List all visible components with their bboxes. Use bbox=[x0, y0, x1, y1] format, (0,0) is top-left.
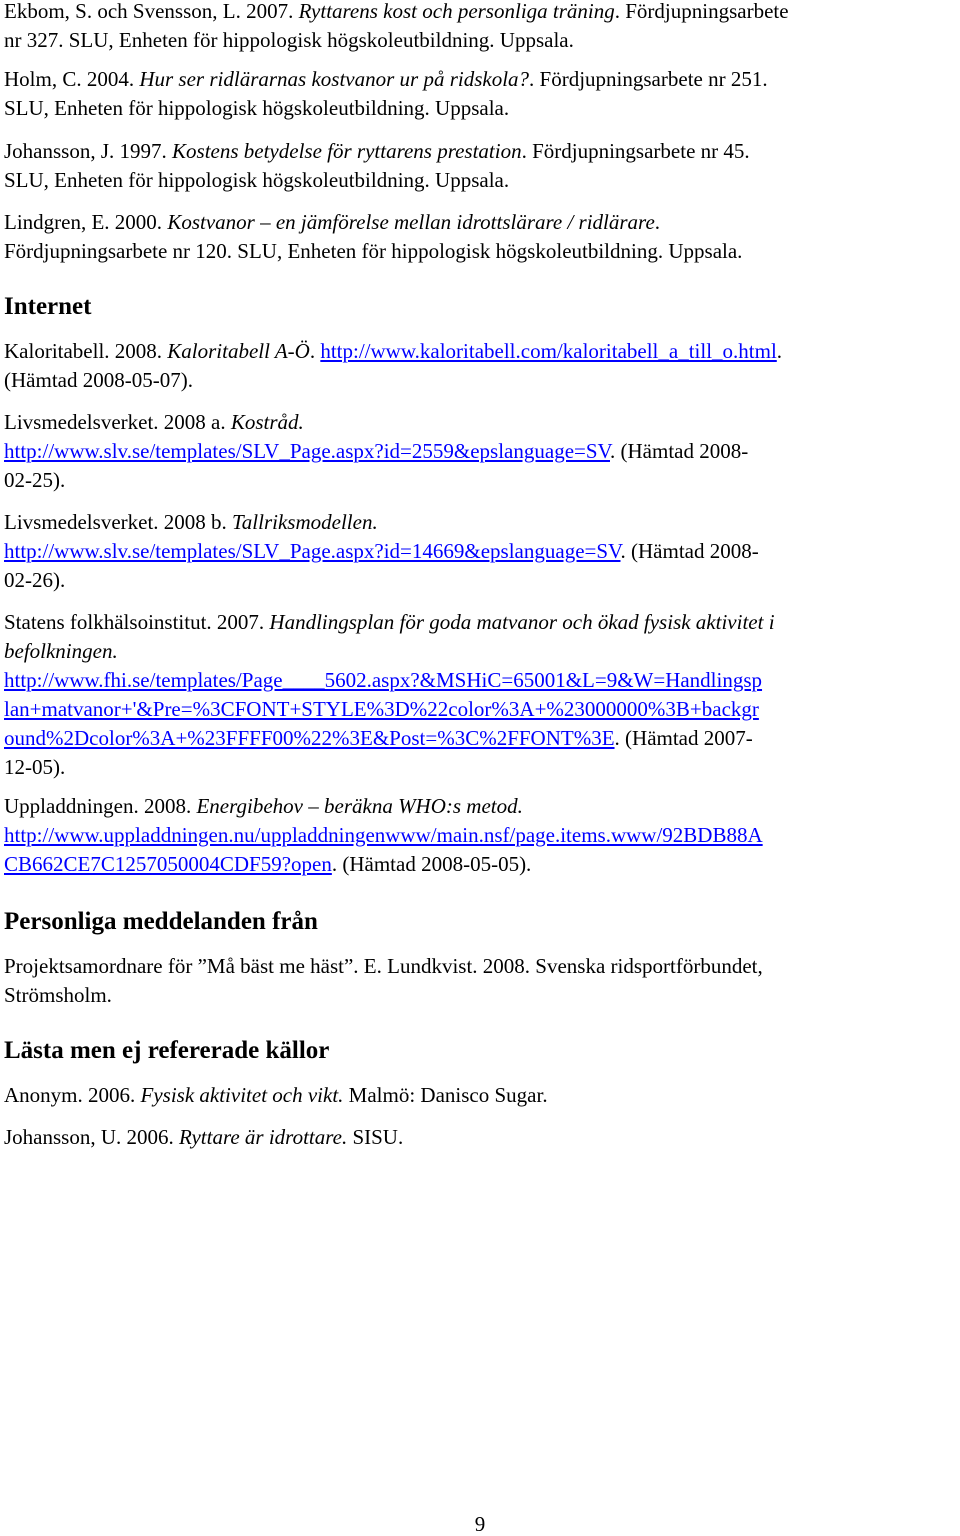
reference-text: Livsmedelsverket. 2008 a. bbox=[4, 410, 231, 434]
reference-line bbox=[4, 166, 960, 195]
reference-line bbox=[4, 137, 960, 166]
reference-line bbox=[4, 0, 960, 26]
reference-title: Ryttare är idrottare. bbox=[179, 1125, 348, 1149]
reference-line bbox=[4, 850, 960, 879]
reference-entry bbox=[4, 0, 960, 55]
reference-url-link[interactable]: lan+matvanor+'&Pre=%3CFONT+STYLE%3D%22color%3A+%23000000%3B+backgr bbox=[4, 697, 759, 721]
reference-url-link[interactable]: http://www.kaloritabell.com/kaloritabell_a_till_o.html bbox=[320, 339, 777, 363]
reference-text: . (Hämtad 2008- bbox=[620, 539, 759, 563]
section-heading-personal-communications: Personliga meddelanden från bbox=[4, 908, 318, 935]
reference-url-link[interactable]: http://www.slv.se/templates/SLV_Page.aspx?id=14669&epslanguage=SV bbox=[4, 539, 621, 563]
reference-text: 02-26). bbox=[4, 568, 66, 592]
page-number: 9 bbox=[474, 1512, 486, 1536]
reference-title: Energibehov – beräkna WHO:s metod. bbox=[196, 794, 523, 818]
reference-title: befolkningen. bbox=[4, 639, 118, 663]
reference-text: 12-05). bbox=[4, 755, 66, 779]
reference-text: (Hämtad 2008-05-07). bbox=[4, 368, 193, 392]
reference-line bbox=[4, 408, 960, 437]
section-heading-internet: Internet bbox=[4, 293, 92, 320]
reference-title: Tallriksmodellen. bbox=[232, 510, 378, 534]
reference-line bbox=[4, 1081, 960, 1110]
reference-text: Livsmedelsverket. 2008 b. bbox=[4, 510, 233, 534]
reference-text: Holm, C. 2004. bbox=[4, 67, 140, 91]
reference-title: Kostens betydelse för ryttarens prestation bbox=[172, 139, 522, 163]
reference-title: Kostråd. bbox=[230, 410, 304, 434]
reference-text: Lindgren, E. 2000. bbox=[4, 210, 168, 234]
reference-text: . (Hämtad 2007- bbox=[614, 726, 753, 750]
reference-text: Kaloritabell. 2008. bbox=[4, 339, 168, 363]
reference-entry bbox=[4, 1123, 960, 1152]
reference-line bbox=[4, 792, 960, 821]
reference-text: Ekbom, S. och Svensson, L. 2007. bbox=[4, 0, 299, 23]
reference-line bbox=[4, 695, 960, 724]
reference-line bbox=[4, 821, 960, 850]
reference-line bbox=[4, 952, 960, 981]
reference-line bbox=[4, 608, 960, 637]
reference-url-link[interactable]: CB662CE7C1257050004CDF59?open bbox=[4, 852, 332, 876]
reference-line bbox=[4, 466, 960, 495]
reference-entry bbox=[4, 608, 960, 782]
reference-line bbox=[4, 508, 960, 537]
reference-text: Strömsholm. bbox=[4, 983, 112, 1007]
reference-text: Projektsamordnare för ”Må bäst me häst”. E. Lundkvist. 2008. Svenska ridsportförbundet, bbox=[4, 954, 763, 978]
reference-text: . bbox=[776, 339, 783, 363]
reference-text: . bbox=[309, 339, 321, 363]
reference-text: Johansson, J. 1997. bbox=[4, 139, 173, 163]
reference-url-link[interactable]: http://www.uppladdningen.nu/uppladdningenwww/main.nsf/page.items.www/92BDB88A bbox=[4, 823, 763, 847]
reference-entry bbox=[4, 408, 960, 495]
reference-text: nr 327. SLU, Enheten för hippologisk högskoleutbildning. Uppsala. bbox=[4, 28, 574, 52]
reference-text: Malmö: Danisco Sugar. bbox=[343, 1083, 548, 1107]
reference-entry bbox=[4, 337, 960, 395]
reference-text: . bbox=[654, 210, 661, 234]
reference-text: . Fördjupningsarbete nr 45. bbox=[521, 139, 750, 163]
reference-title: Handlingsplan för goda matvanor och ökad fysisk aktivitet i bbox=[269, 610, 775, 634]
reference-text: Fördjupningsarbete nr 120. SLU, Enheten för hippologisk högskoleutbildning. Uppsala. bbox=[4, 239, 743, 263]
reference-line bbox=[4, 637, 960, 666]
reference-text: Anonym. 2006. bbox=[4, 1083, 141, 1107]
reference-line bbox=[4, 94, 960, 123]
reference-line bbox=[4, 666, 960, 695]
reference-line bbox=[4, 366, 960, 395]
reference-entry bbox=[4, 508, 960, 595]
reference-entry bbox=[4, 65, 960, 123]
reference-url-link[interactable]: http://www.slv.se/templates/SLV_Page.aspx?id=2559&epslanguage=SV bbox=[4, 439, 610, 463]
reference-line bbox=[4, 724, 960, 753]
reference-line bbox=[4, 337, 960, 366]
section-heading-read-not-referenced: Lästa men ej refererade källor bbox=[4, 1037, 330, 1064]
reference-entry bbox=[4, 137, 960, 195]
reference-entry bbox=[4, 208, 960, 266]
reference-text: Uppladdningen. 2008. bbox=[4, 794, 197, 818]
reference-text: SISU. bbox=[347, 1125, 404, 1149]
reference-title: Kaloritabell A-Ö bbox=[167, 339, 310, 363]
reference-line bbox=[4, 208, 960, 237]
reference-text: 02-25). bbox=[4, 468, 66, 492]
reference-line bbox=[4, 237, 960, 266]
reference-text: Johansson, U. 2006. bbox=[4, 1125, 180, 1149]
reference-entry bbox=[4, 952, 960, 1010]
reference-url-link[interactable]: ound%2Dcolor%3A+%23FFFF00%22%3E&Post=%3C%2FFONT%3E bbox=[4, 726, 615, 750]
reference-line bbox=[4, 753, 960, 782]
reference-title: Hur ser ridlärarnas kostvanor ur på ridskola? bbox=[139, 67, 530, 91]
reference-line bbox=[4, 1123, 960, 1152]
reference-line bbox=[4, 26, 960, 55]
reference-line bbox=[4, 566, 960, 595]
reference-text: . (Hämtad 2008-05-05). bbox=[331, 852, 532, 876]
reference-text: SLU, Enheten för hippologisk högskoleutbildning. Uppsala. bbox=[4, 96, 510, 120]
reference-title: Kostvanor – en jämförelse mellan idrottslärare / ridlärare bbox=[167, 210, 655, 234]
reference-text: . Fördjupningsarbete bbox=[614, 0, 789, 23]
reference-line bbox=[4, 981, 960, 1010]
reference-title: Fysisk aktivitet och vikt. bbox=[140, 1083, 344, 1107]
reference-text: SLU, Enheten för hippologisk högskoleutbildning. Uppsala. bbox=[4, 168, 510, 192]
reference-line bbox=[4, 437, 960, 466]
reference-text: . (Hämtad 2008- bbox=[610, 439, 749, 463]
reference-text: Statens folkhälsoinstitut. 2007. bbox=[4, 610, 270, 634]
reference-title: Ryttarens kost och personliga träning bbox=[298, 0, 615, 23]
reference-url-link[interactable]: http://www.fhi.se/templates/Page____5602.aspx?&MSHiC=65001&L=9&W=Handlingsp bbox=[4, 668, 763, 692]
reference-text: . Fördjupningsarbete nr 251. bbox=[529, 67, 768, 91]
reference-line bbox=[4, 65, 960, 94]
reference-line bbox=[4, 537, 960, 566]
reference-entry bbox=[4, 1081, 960, 1110]
reference-entry bbox=[4, 792, 960, 879]
